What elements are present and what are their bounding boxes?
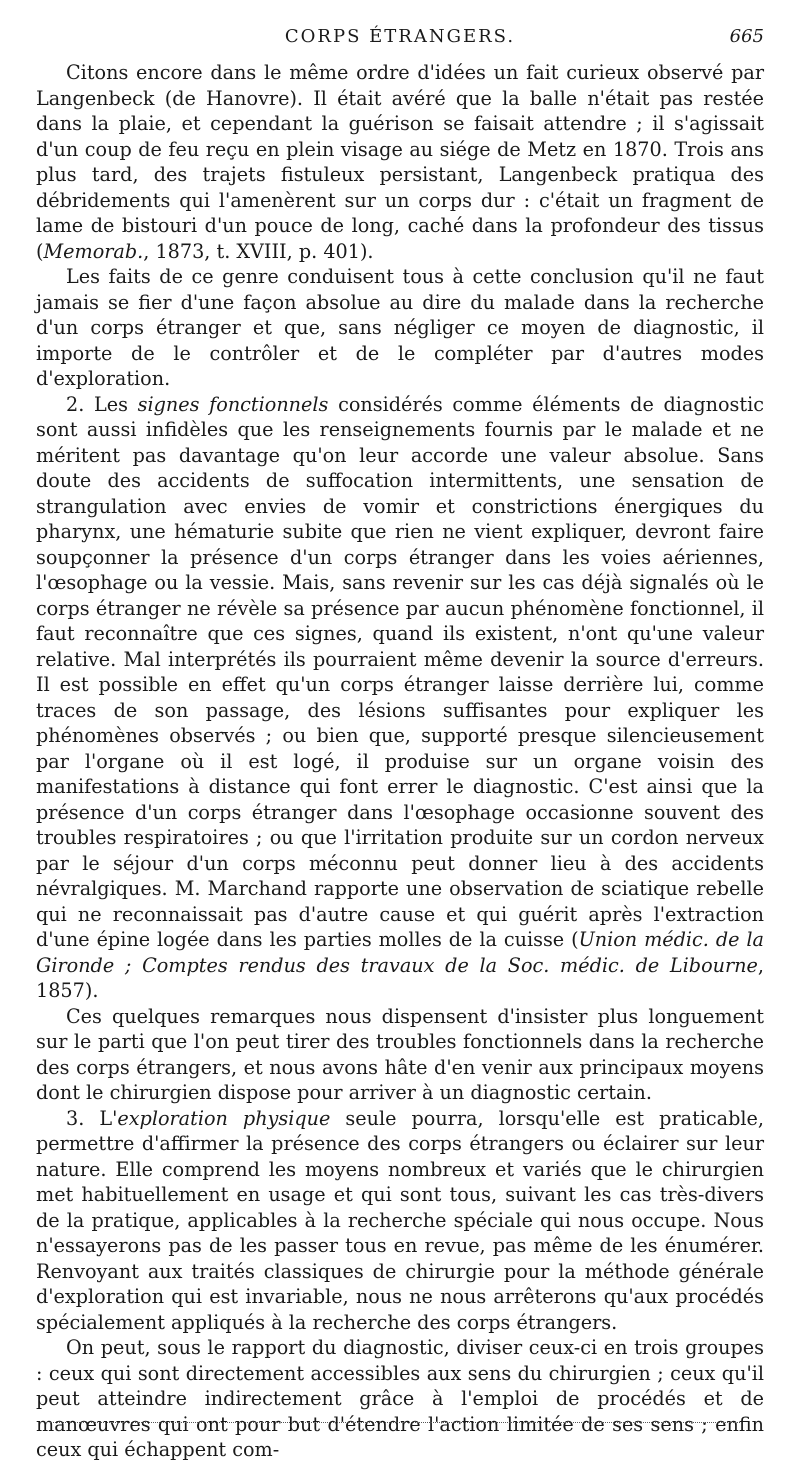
- text-run: Ces quelques remarques nous dispensent d'insister plus longuement sur le parti que l'on peut tirer des troubles fonctionnels dans la recherche des corps étrangers, et nous avons hâte d'en venir aux principaux moyens dont le chirurgien dispose pour arriver à un diagnostic certain.: [36, 1004, 764, 1104]
- italic-text: Union médic. de la Gironde ; Comptes rendus des travaux de la Soc. médic. de Libourne: [36, 928, 764, 977]
- page-number: 665: [729, 26, 764, 47]
- text-run: Les faits de ce genre conduisent tous à cette conclusion qu'il ne faut jamais se fier d'une façon absolue au dire du malade dans la recherche d'un corps étranger et que, sans négliger ce moyen de diagnostic, il importe de le contrôler et de le compléter par d'autres modes d'exploration.: [36, 265, 764, 390]
- text-run: 2. Les: [66, 392, 138, 416]
- paragraph: [36, 392, 764, 1004]
- paragraph: [36, 60, 764, 264]
- paragraph: [36, 264, 764, 392]
- running-head: CORPS ÉTRANGERS.: [284, 26, 516, 47]
- text-run: On peut, sous le rapport du diagnostic, diviser ceux-ci en trois groupes : ceux qui sont directement accessibles aux sens du chirurgien ; ceux qu'il peut atteindre indirectement grâce à l'emploi de procédés et de manœuvres qui ont pour but d'étendre l'action limitée de ses sens ; enfin ceux qui échappent com-: [36, 1336, 764, 1461]
- page-header: [36, 26, 764, 52]
- text-run: 3. L': [66, 1106, 118, 1130]
- text-run: seule pourra, lorsqu'elle est praticable, permettre d'affirmer la présence des corps étrangers ou éclairer sur leur nature. Elle comprend les moyens nombreux et variés que le chirurgien met habituellement en usage et qui sont tous, suivant les cas très-divers de la pratique, applicables à la recherche spéciale qui nous occupe. Nous n'essayerons pas de les passer tous en revue, pas même de les énumérer. Renvoyant aux traités classiques de chirurgie pour la méthode générale d'exploration qui est invariable, nous ne nous arrêterons qu'aux procédés spécialement appliqués à la recherche des corps étrangers.: [36, 1106, 764, 1334]
- paragraph: [36, 1106, 764, 1336]
- body-text: [36, 60, 764, 1463]
- text-run: Citons encore dans le même ordre d'idées un fait curieux observé par Langenbeck (de Hanovre). Il était avéré que la balle n'était pas restée dans la plaie, et cependant la guérison se faisait attendre ; il s'agissait d'un coup de feu reçu en plein visage au siége de Metz en 1870. Trois ans plus tard, des trajets fistuleux persistant, Langenbeck pratiqua des débridements qui l'amenèrent sur un corps dur : c'était un fragment de lame de bistouri d'un pouce de long, caché dans la profondeur des tissus (: [36, 61, 764, 263]
- footer-dotted-rule: [50, 1422, 740, 1423]
- italic-text: exploration physique: [117, 1106, 331, 1130]
- paragraph: [36, 1004, 764, 1106]
- text-run: , 1873, t. XVIII, p. 401).: [143, 239, 374, 263]
- text-run: considérés comme éléments de diagnostic sont aussi infidèles que les renseignements fournis par le malade et ne méritent pas davantage qu'on leur accorde une valeur absolue. Sans doute des accidents de suffocation intermittents, une sensation de strangulation avec envies de vomir et constrictions énergiques du pharynx, une hématurie subite que rien ne vient expliquer, devront faire soupçonner la présence d'un corps étranger dans les voies aériennes, l'œsophage ou la vessie. Mais, sans revenir sur les cas déjà signalés où le corps étranger ne révèle sa présence par aucun phénomène fonctionnel, il faut reconnaître que ces signes, quand ils existent, n'ont qu'une valeur relative. Mal interprétés ils pourraient même devenir la source d'erreurs. Il est possible en effet qu'un corps étranger laisse derrière lui, comme traces de son passage, des lésions suffisantes pour expliquer les phénomènes observés ; ou bien que, supporté presque silencieusement par l'organe où il est logé, il produise sur un organe voisin des manifestations à distance qui font errer le diagnostic. C'est ainsi que la présence d'un corps étranger dans l'œsophage occasionne souvent des troubles respiratoires ; ou que l'irritation produite sur un cordon nerveux par le séjour d'un corps méconnu peut donner lieu à des accidents névralgiques. M. Marchand rapporte une observation de sciatique rebelle qui ne reconnaissait pas d'autre cause et qui guérit après l'extraction d'une épine logée dans les parties molles de la cuisse (: [36, 392, 764, 951]
- paragraph: [36, 1335, 764, 1463]
- text-run: , 1857).: [36, 953, 764, 1002]
- italic-text: signes fonctionnels: [137, 392, 329, 416]
- italic-text: Memorab.: [43, 239, 144, 263]
